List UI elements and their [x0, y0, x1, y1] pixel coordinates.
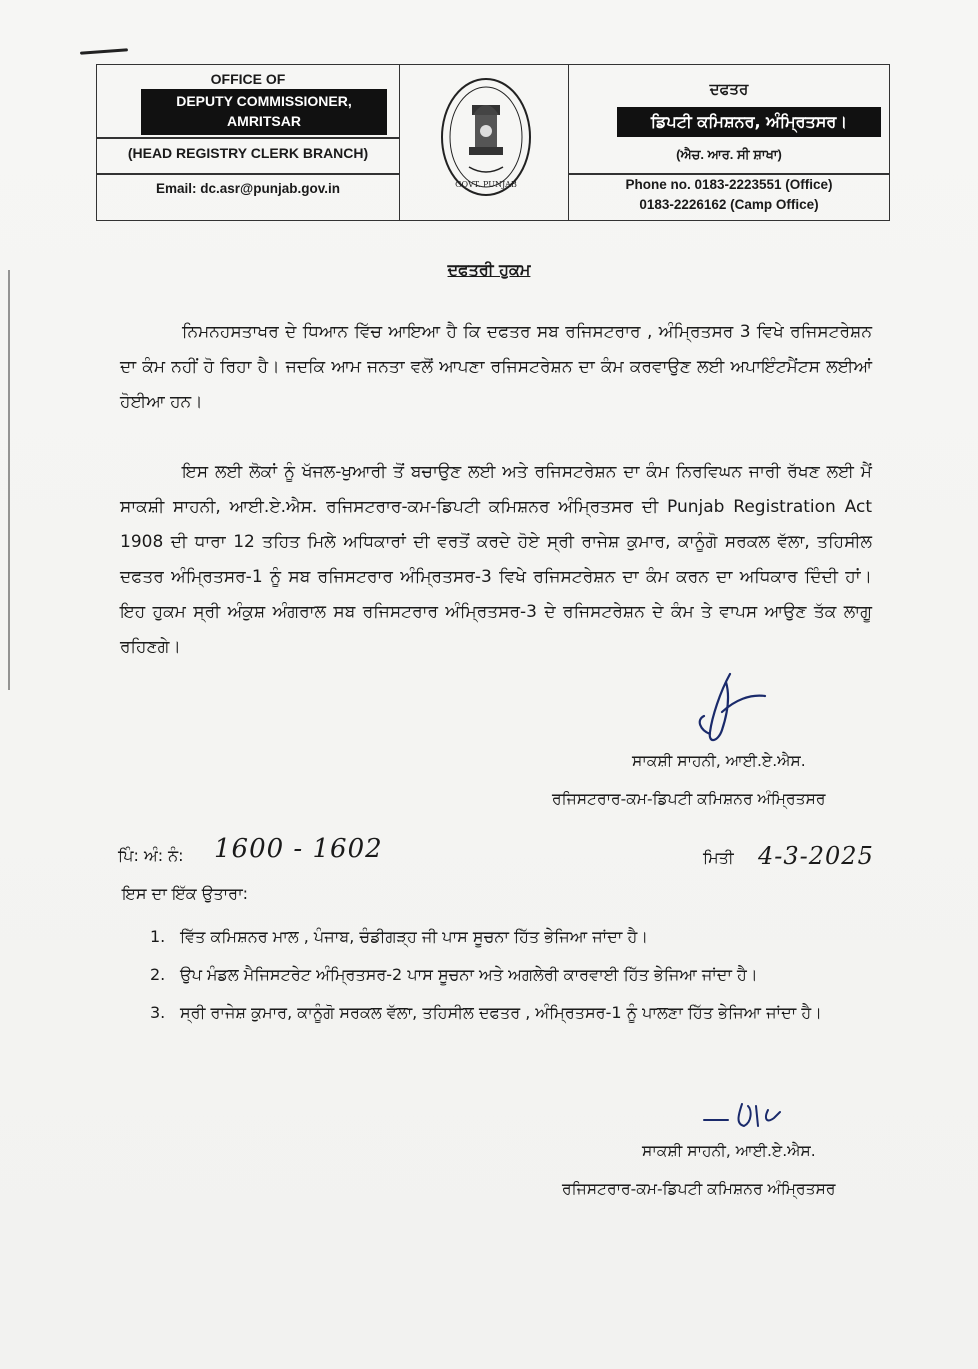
list-item: [150, 956, 870, 994]
office-name-line2: AMRITSAR: [227, 113, 301, 129]
branch-label: (HEAD REGISTRY CLERK BRANCH): [127, 145, 369, 161]
phone-office: Phone no. 0183-2223551 (Office): [625, 177, 833, 192]
divider: [97, 137, 399, 139]
signature: [690, 672, 790, 752]
signatory-name-2: ਸਾਕਸ਼ੀ ਸਾਹਨੀ, ਆਈ.ਏ.ਐਸ.: [642, 1142, 816, 1160]
pen-mark: [80, 48, 128, 54]
copy-intro: ਇਸ ਦਾ ਇੱਕ ਉਤਾਰਾ:: [122, 884, 249, 903]
signatory-name: ਸਾਕਸ਼ੀ ਸਾਹਨੀ, ਆਈ.ਏ.ਐਸ.: [632, 752, 806, 770]
letterhead: [96, 64, 890, 221]
date-value: 4-3-2025: [758, 842, 874, 870]
letterhead-emblem-cell: [399, 65, 569, 220]
office-name-line1: DEPUTY COMMISSIONER,: [176, 93, 352, 109]
list-item: [150, 918, 870, 956]
office-of-label: OFFICE OF: [210, 71, 286, 87]
office-name-pa: ਡਿਪਟੀ ਕਮਿਸ਼ਨਰ, ਅੰਮ੍ਰਿਤਸਰ।: [617, 107, 881, 137]
scan-edge-mark: [8, 270, 10, 690]
list-item-text: ਵਿੱਤ ਕਮਿਸ਼ਨਰ ਮਾਲ , ਪੰਜਾਬ, ਚੰਡੀਗੜ੍ਹ ਜੀ ਪਾਸ ਸੂਚਨਾ ਹਿੱਤ ਭੇਜਿਆ ਜਾਂਦਾ ਹੈ।: [180, 927, 649, 946]
office-name-box: [141, 89, 387, 135]
divider: [569, 173, 889, 175]
signatory-designation-2: ਰਜਿਸਟਰਾਰ-ਕਮ-ਡਿਪਟੀ ਕਮਿਸ਼ਨਰ ਅੰਮ੍ਰਿਤਸਰ: [562, 1180, 836, 1198]
order-title: ਦਫਤਰੀ ਹੁਕਮ: [447, 260, 531, 279]
reference-number: 1600 - 1602: [214, 834, 383, 864]
state-emblem-icon: [439, 75, 534, 205]
signature-initials: [702, 1096, 802, 1136]
email-address: Email: dc.asr@punjab.gov.in: [156, 181, 340, 196]
letterhead-english: [97, 65, 400, 220]
office-of-label-pa: ਦਫਤਰ: [709, 81, 749, 98]
branch-label-pa: (ਐਚ. ਆਰ. ਸੀ ਸ਼ਾਖਾ): [676, 147, 782, 162]
list-item-number: 1.: [150, 927, 166, 946]
signatory-designation: ਰਜਿਸਟਰਾਰ-ਕਮ-ਡਿਪਟੀ ਕਮਿਸ਼ਨਰ ਅੰਮ੍ਰਿਤਸਰ: [552, 790, 826, 808]
phone-camp: 0183-2226162 (Camp Office): [639, 197, 819, 212]
endorsement-list: [150, 918, 870, 1032]
list-item-number: 3.: [150, 1003, 166, 1022]
date-label: ਮਿਤੀ: [703, 848, 734, 867]
letterhead-punjabi: [568, 65, 889, 220]
reference-label: ਪਿੰ: ਅੰ: ਨੰ:: [118, 846, 184, 865]
list-item-text: ਉਪ ਮੰਡਲ ਮੈਜਿਸਟਰੇਟ ਅੰਮ੍ਰਿਤਸਰ-2 ਪਾਸ ਸੂਚਨਾ ਅਤੇ ਅਗਲੇਰੀ ਕਾਰਵਾਈ ਹਿੱਤ ਭੇਜਿਆ ਜਾਂਦਾ ਹੈ।: [180, 965, 758, 984]
list-item: [150, 994, 870, 1032]
list-item-number: 2.: [150, 965, 166, 984]
list-item-text: ਸ੍ਰੀ ਰਾਜੇਸ਼ ਕੁਮਾਰ, ਕਾਨੂੰਗੋ ਸਰਕਲ ਵੱਲਾ, ਤਹਿਸੀਲ ਦਫਤਰ , ਅੰਮ੍ਰਿਤਸਰ-1 ਨੂੰ ਪਾਲਣਾ ਹਿੱਤ ਭੇਜਿਆ ਜਾਂਦਾ ਹੈ।: [180, 1003, 822, 1022]
emblem-text: GOVT. PUNJAB: [455, 180, 517, 189]
divider: [97, 173, 399, 175]
order-paragraph-1: ਨਿਮਨਹਸਤਾਖਰ ਦੇ ਧਿਆਨ ਵਿੱਚ ਆਇਆ ਹੈ ਕਿ ਦਫਤਰ ਸਬ ਰਜਿਸਟਰਾਰ , ਅੰਮ੍ਰਿਤਸਰ 3 ਵਿਖੇ ਰਜਿਸਟਰੇਸ਼ਨ ਦਾ ਕੰਮ ਨਹੀਂ ਹੋ ਰਿਹਾ ਹੈ। ਜਦਕਿ ਆਮ ਜਨਤਾ ਵਲੋਂ ਆਪਣਾ ਰਜਿਸਟਰੇਸ਼ਨ ਦਾ ਕੰਮ ਕਰਵਾਉਣ ਲਈ ਅਪਾਇੰਟਮੈਂਟਸ ਲਈਆਂ ਹੋਈਆ ਹਨ।: [120, 322, 872, 412]
order-paragraph-2: ਇਸ ਲਈ ਲੋਕਾਂ ਨੂੰ ਖੱਜਲ-ਖੁਆਰੀ ਤੋਂ ਬਚਾਉਣ ਲਈ ਅਤੇ ਰਜਿਸਟਰੇਸ਼ਨ ਦਾ ਕੰਮ ਨਿਰਵਿਘਨ ਜਾਰੀ ਰੱਖਣ ਲਈ ਮੈਂ ਸਾਕਸ਼ੀ ਸਾਹਨੀ, ਆਈ.ਏ.ਐਸ. ਰਜਿਸਟਰਾਰ-ਕਮ-ਡਿਪਟੀ ਕਮਿਸ਼ਨਰ ਅੰਮ੍ਰਿਤਸਰ ਦੀ Punjab Registration Act 1908 ਦੀ ਧਾਰਾ 12 ਤਹਿਤ ਮਿਲੇ ਅਧਿਕਾਰਾਂ ਦੀ ਵਰਤੋਂ ਕਰਦੇ ਹੋਏ ਸ੍ਰੀ ਰਾਜੇਸ਼ ਕੁਮਾਰ, ਕਾਨੂੰਗੋ ਸਰਕਲ ਵੱਲਾ, ਤਹਿਸੀਲ ਦਫਤਰ ਅੰਮ੍ਰਿਤਸਰ-1 ਨੂੰ ਸਬ ਰਜਿਸਟਰਾਰ ਅੰਮ੍ਰਿਤਸਰ-3 ਵਿਖੇ ਰਜਿਸਟਰੇਸ਼ਨ ਦਾ ਕੰਮ ਕਰਨ ਦਾ ਅਧਿਕਾਰ ਦਿੰਦੀ ਹਾਂ। ਇਹ ਹੁਕਮ ਸ੍ਰੀ ਅੰਕੁਸ਼ ਅੰਗਰਾਲ ਸਬ ਰਜਿਸਟਰਾਰ ਅੰਮ੍ਰਿਤਸਰ-3 ਦੇ ਰਜਿਸਟਰੇਸ਼ਨ ਦੇ ਕੰਮ ਤੇ ਵਾਪਸ ਆਉਣ ਤੱਕ ਲਾਗੂ ਰਹਿਣਗੇ।: [120, 462, 872, 657]
